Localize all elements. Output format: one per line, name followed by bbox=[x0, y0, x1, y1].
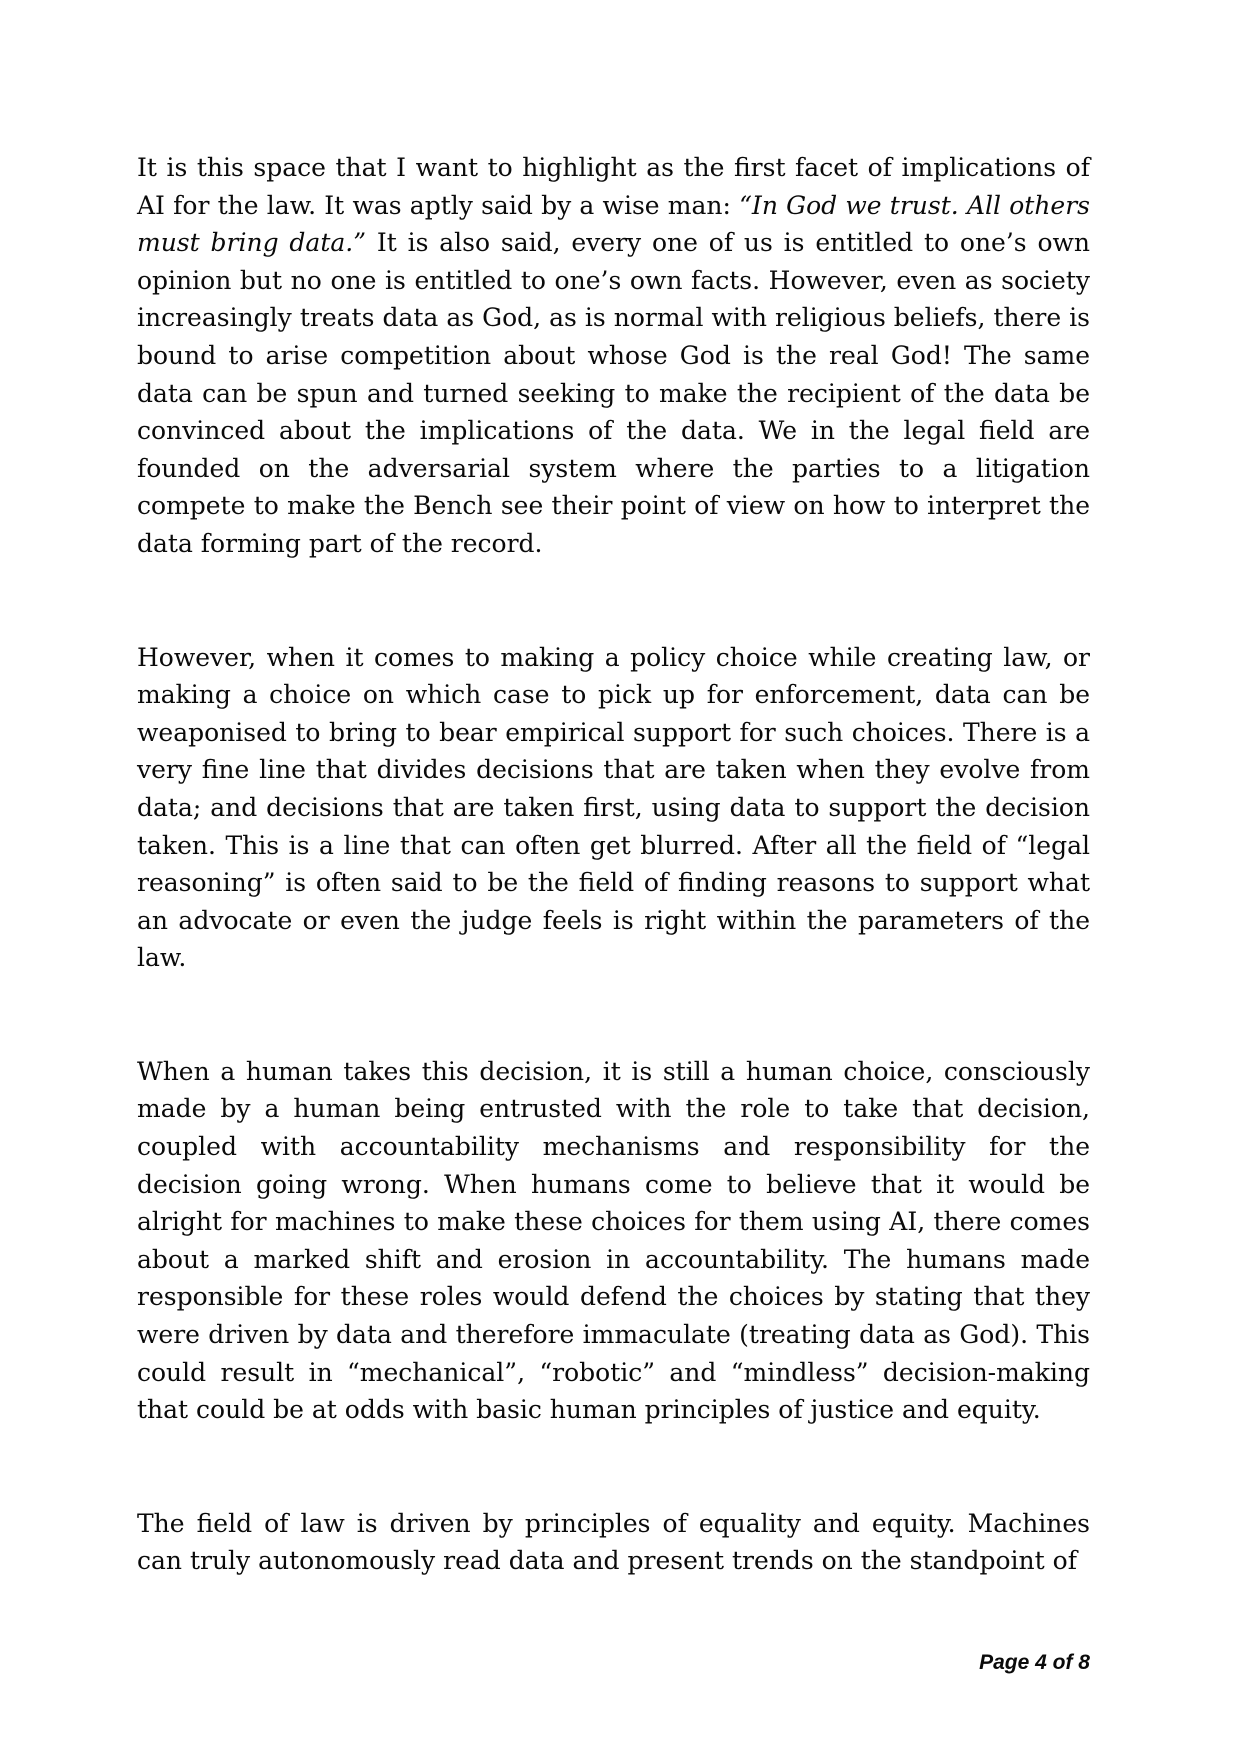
italic-text-run: “In God we trust. All others must bring data.” bbox=[137, 190, 1090, 258]
text-run: The field of law is driven by principles of equality and equity. Machines can truly autonomously read data and present trends on the standpoint of bbox=[137, 1508, 1090, 1576]
page-footer bbox=[137, 1650, 1090, 1676]
paragraph bbox=[137, 639, 1090, 977]
page-number-label: Page 4 of 8 bbox=[979, 1651, 1090, 1674]
text-run: When a human takes this decision, it is still a human choice, consciously made by a human being entrusted with the role to take that decision, coupled with accountability mechanisms and responsibility for the decision going wrong. When humans come to believe that it would be alright for machines to make these choices for them using AI, there comes about a marked shift and erosion in accountability. The humans made responsible for these roles would defend the choices by stating that they were driven by data and therefore immaculate (treating data as God). This could result in “mechanical”, “robotic” and “mindless” decision-making that could be at odds with basic human principles of justice and equity. bbox=[137, 1056, 1090, 1425]
paragraph bbox=[137, 149, 1090, 563]
text-run: It is this space that I want to highlight as the first facet of implications of AI for the law. It was aptly said by a wise man: bbox=[137, 153, 1090, 220]
paragraph bbox=[137, 1053, 1090, 1429]
paragraph bbox=[137, 1505, 1090, 1580]
text-run: It is also said, every one of us is entitled to one’s own opinion but no one is entitled to one’s own facts. However, even as society increasingly treats data as God, as is normal with religious beliefs, there is bound to arise competition about whose God is the real God! The same data can be spun and turned seeking to make the recipient of the data be convinced about the implications of the data. We in the legal field are founded on the adversarial system where the parties to a litigation compete to make the Bench see their point of view on how to interpret the data forming part of the record. bbox=[137, 228, 1090, 558]
text-run: However, when it comes to making a policy choice while creating law, or making a choice on which case to pick up for enforcement, data can be weaponised to bring to bear empirical support for such choices. There is a very fine line that divides decisions that are taken when they evolve from data; and decisions that are taken first, using data to support the decision taken. This is a line that can often get blurred. After all the field of “legal reasoning” is often said to be the field of finding reasons to support what an advocate or even the judge feels is right within the parameters of the law. bbox=[137, 642, 1090, 973]
document-body bbox=[137, 149, 1090, 1656]
